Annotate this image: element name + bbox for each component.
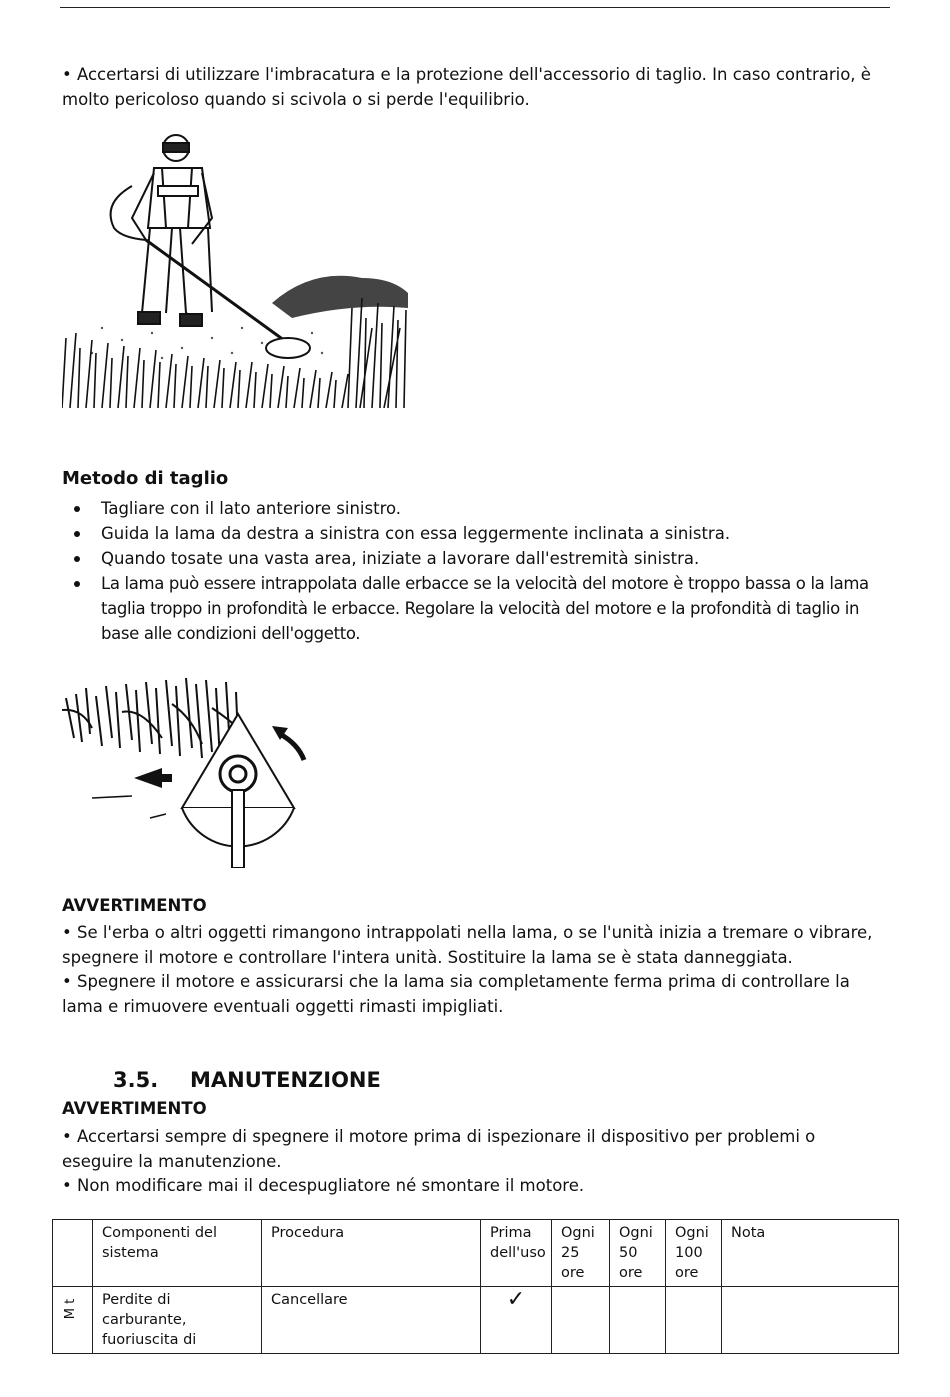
table-row — [53, 1287, 899, 1354]
section-title: MANUTENZIONE — [190, 1068, 381, 1092]
method-title: Metodo di taglio — [62, 468, 229, 489]
list-item: Quando tosate una vasta area, iniziate a lavorare dall'estremità sinistra. — [62, 546, 892, 571]
side-label: M t — [63, 1298, 79, 1320]
table-cell — [722, 1287, 899, 1354]
warning-line: • Non modificare mai il decespugliatore né smontare il motore. — [62, 1176, 585, 1195]
table-header-cell: Ogni 25 ore — [552, 1220, 610, 1287]
check-icon: ✓ — [481, 1287, 552, 1354]
intro-paragraph: • Accertarsi di utilizzare l'imbracatura e la protezione dell'accessorio di taglio. In caso contrario, è molto pericoloso quando si scivola o si perde l'equilibrio. — [62, 65, 871, 109]
table-cell — [552, 1287, 610, 1354]
table-cell — [53, 1287, 93, 1354]
table-cell — [610, 1287, 666, 1354]
table-header-cell: Componenti del sistema — [93, 1220, 262, 1287]
method-list — [62, 496, 892, 646]
list-item: Guida la lama da destra a sinistra con essa leggermente inclinata a sinistra. — [62, 521, 892, 546]
section-number: 3.5. — [113, 1068, 159, 1092]
table-header-cell: Procedura — [262, 1220, 481, 1287]
maintenance-table — [52, 1219, 899, 1354]
table-cell: Cancellare — [262, 1287, 481, 1354]
table-cell — [666, 1287, 722, 1354]
warning-title: AVVERTIMENTO — [62, 896, 207, 915]
page-top-rule — [60, 7, 890, 8]
warning-title: AVVERTIMENTO — [62, 1099, 207, 1118]
table-header-cell: Ogni 100 ore — [666, 1220, 722, 1287]
trimmer-operator-illustration — [62, 128, 408, 408]
table-header-row — [53, 1220, 899, 1287]
warning-line: • Accertarsi sempre di spegnere il motore prima di ispezionare il dispositivo per problemi o eseguire la manutenzione. — [62, 1127, 816, 1171]
list-item: La lama può essere intrappolata dalle erbacce se la velocità del motore è troppo bassa o la lama taglia troppo in profondità le erbacce. Regolare la velocità del motore e la profondità di taglio in base alle condizioni dell'oggetto. — [62, 571, 892, 646]
table-cell: Perdite di carburante, fuoriuscita di — [93, 1287, 262, 1354]
warning-line: • Spegnere il motore e assicurarsi che la lama sia completamente ferma prima di controllare la lama e rimuovere eventuali oggetti rimasti impigliati. — [62, 972, 850, 1016]
table-header-cell: Ogni 50 ore — [610, 1220, 666, 1287]
table-header-cell: Nota — [722, 1220, 899, 1287]
list-item: Tagliare con il lato anteriore sinistro. — [62, 496, 892, 521]
warning-line: • Se l'erba o altri oggetti rimangono intrappolati nella lama, o se l'unità inizia a tremare o vibrare, spegnere il motore e controllare l'intera unità. Sostituire la lama se è stata danneggiata. — [62, 923, 873, 967]
table-header-cell — [53, 1220, 93, 1287]
table-header-cell: Prima dell'uso — [481, 1220, 552, 1287]
blade-cutting-direction-illustration — [62, 668, 314, 868]
